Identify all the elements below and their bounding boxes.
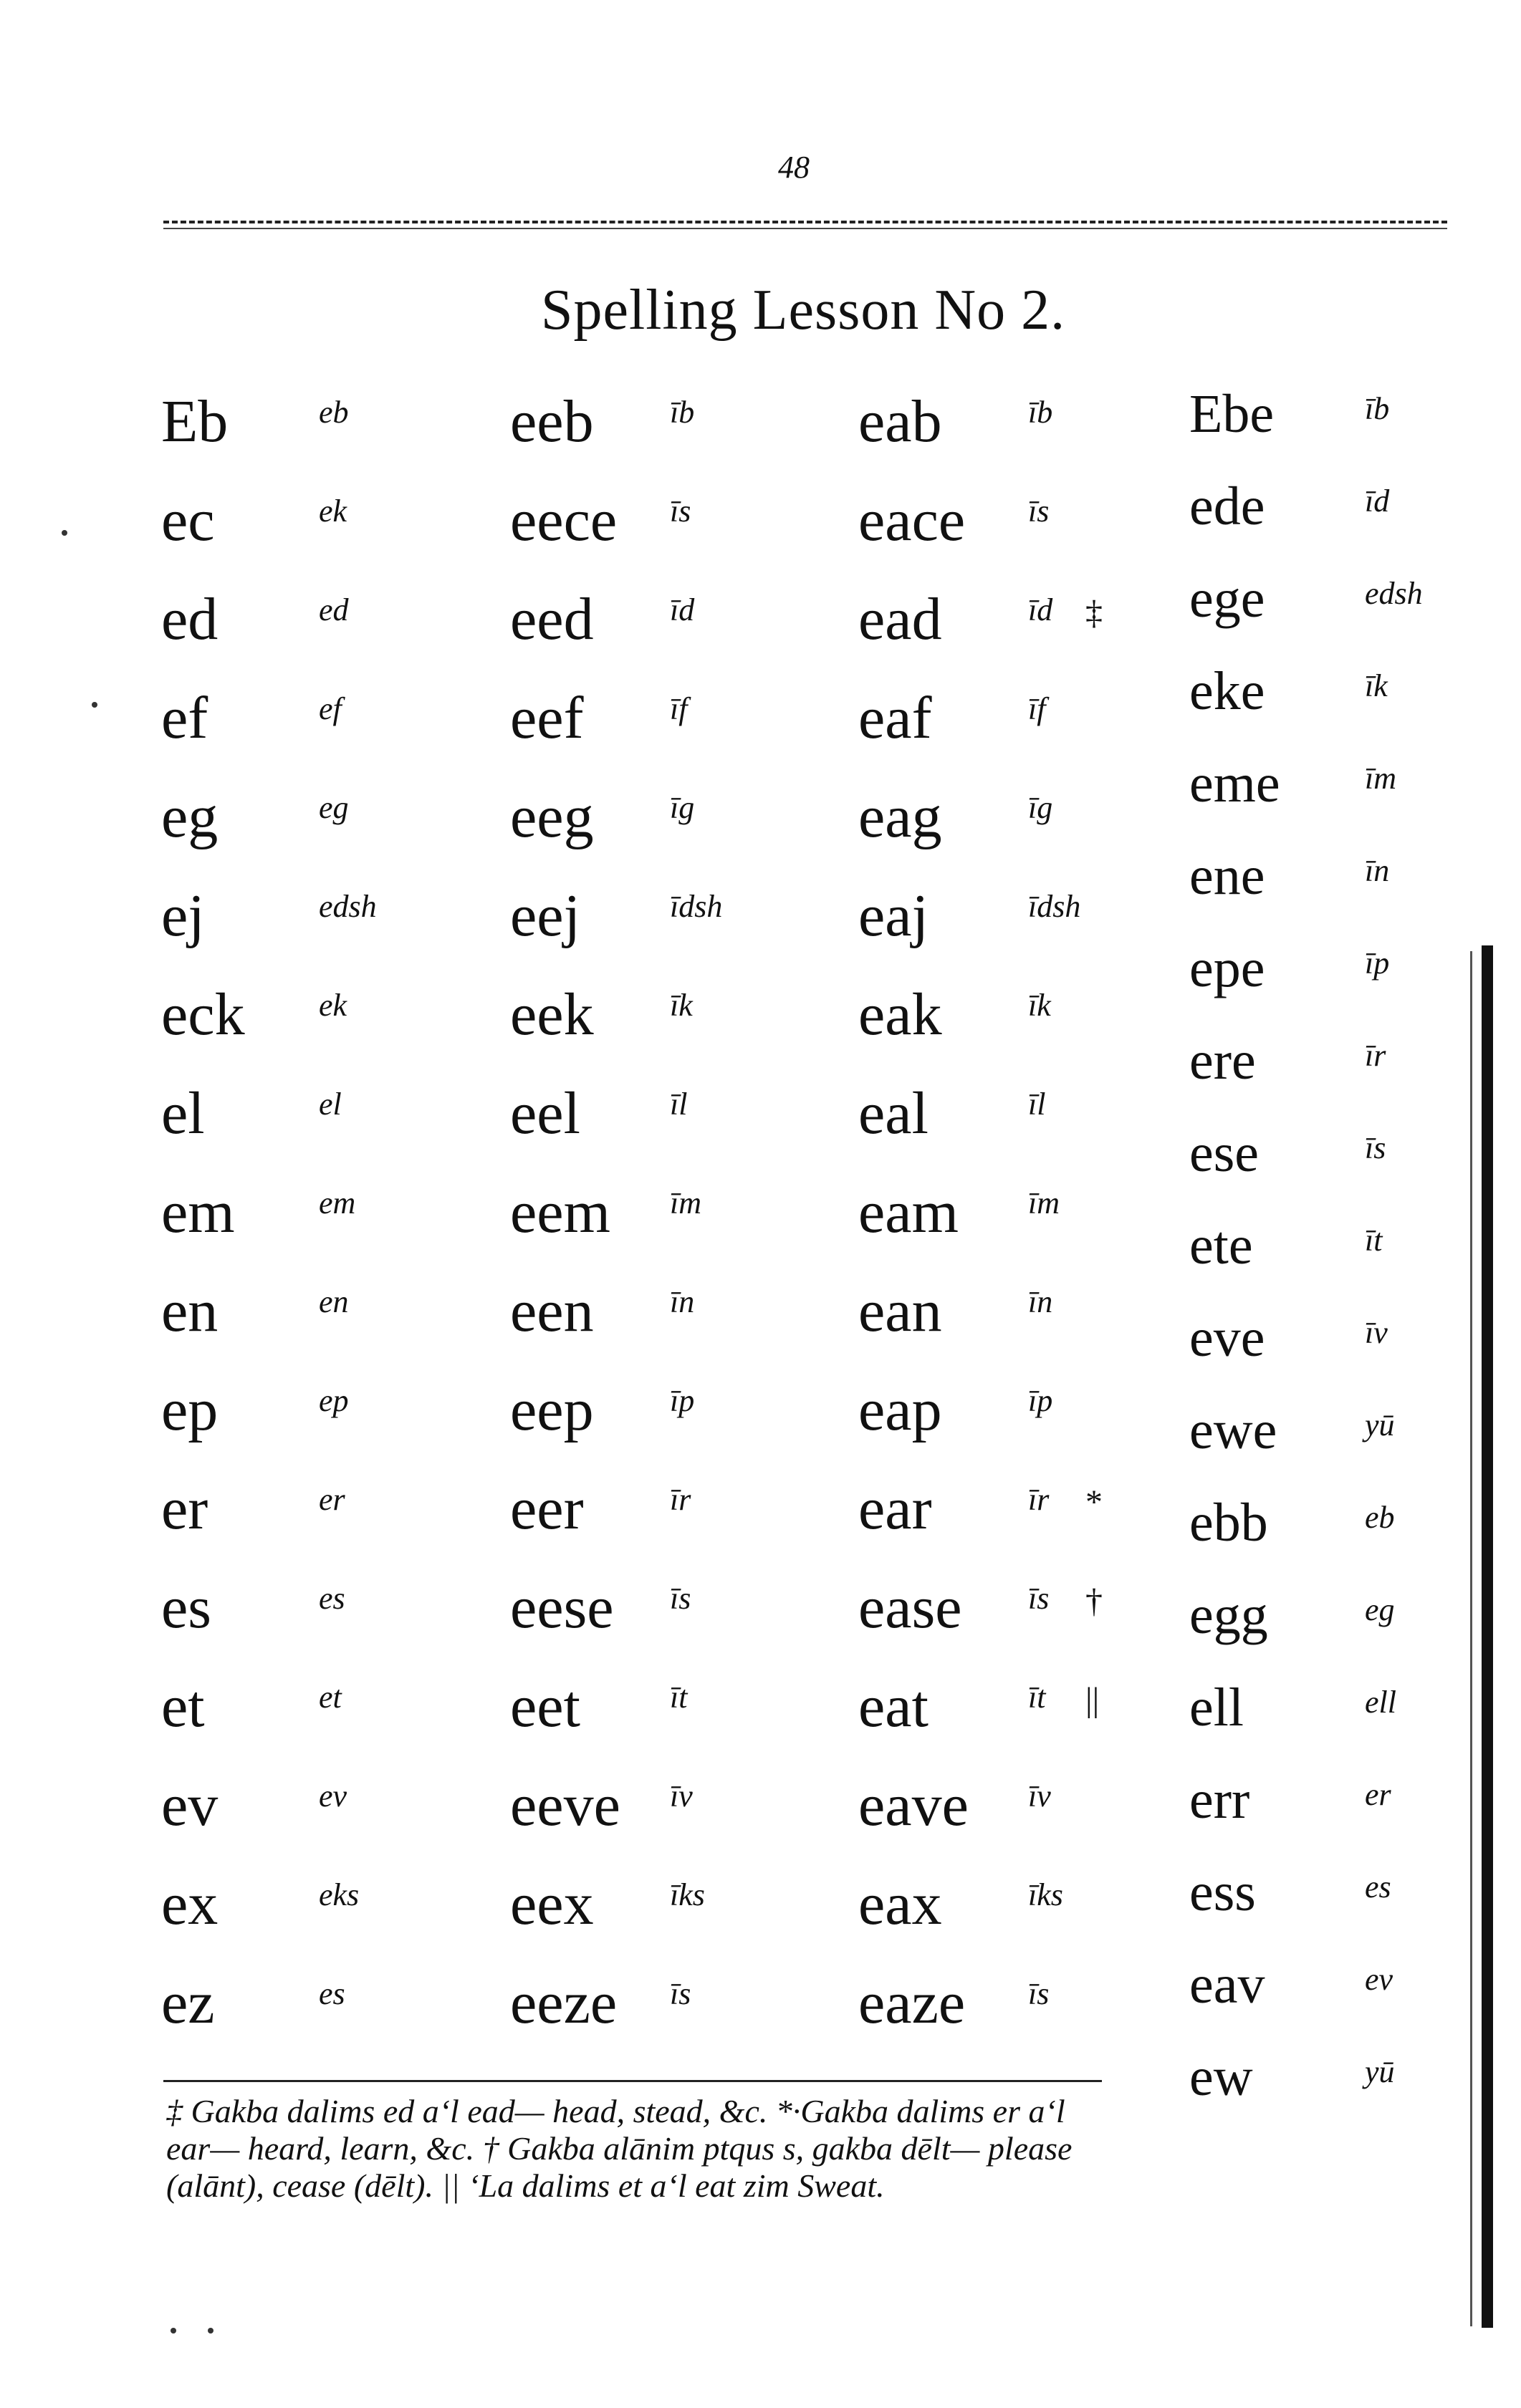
lesson-word: eese <box>510 1574 614 1641</box>
pronunciation: īf <box>670 691 688 726</box>
lesson-word: eav <box>1189 1955 1265 2015</box>
pronunciation: īt <box>670 1680 688 1715</box>
lesson-word: epe <box>1189 938 1265 998</box>
footnote-rule <box>163 2080 1102 2082</box>
pronunciation: īg <box>1028 790 1053 825</box>
lesson-word: ess <box>1189 1862 1256 1922</box>
pronunciation: īp <box>1365 945 1390 981</box>
lesson-word: eek <box>510 981 594 1048</box>
lesson-word: egg <box>1189 1585 1268 1645</box>
pronunciation: edsh <box>1365 576 1423 611</box>
pronunciation: īb <box>1028 395 1053 430</box>
pronunciation: īm <box>670 1185 701 1220</box>
pronunciation: ek <box>319 988 347 1023</box>
pronunciation: īd <box>1365 483 1390 519</box>
lesson-word: eaf <box>858 685 932 751</box>
pronunciation: īb <box>670 395 695 430</box>
lesson-word: ez <box>161 1970 215 2036</box>
stray-dot <box>208 2328 213 2334</box>
lesson-word: eeve <box>510 1772 620 1839</box>
lesson-word: eab <box>858 388 942 455</box>
pronunciation: īs <box>1365 1130 1386 1165</box>
lesson-word: eke <box>1189 661 1265 721</box>
pronunciation: īr <box>1365 1038 1386 1073</box>
pronunciation: edsh <box>319 889 377 924</box>
lesson-word: ebb <box>1189 1493 1268 1553</box>
lesson-word: eed <box>510 586 594 652</box>
lesson-word: ead <box>858 586 942 652</box>
pronunciation: īk <box>1028 988 1051 1023</box>
pronunciation: yū <box>1365 2054 1395 2089</box>
lesson-word: ec <box>161 487 215 554</box>
pronunciation: ell <box>1365 1685 1396 1720</box>
lesson-word: eal <box>858 1080 929 1147</box>
pronunciation: īm <box>1028 1185 1060 1220</box>
lesson-word: eck <box>161 981 245 1048</box>
pronunciation: ed <box>319 592 349 627</box>
pronunciation: en <box>319 1284 349 1319</box>
pronunciation: īg <box>670 790 695 825</box>
top-rule-thin <box>163 228 1447 229</box>
lesson-word: eef <box>510 685 584 751</box>
pronunciation: īs <box>1028 1976 1050 2011</box>
lesson-word: ean <box>858 1278 942 1344</box>
pronunciation: es <box>1365 1869 1391 1904</box>
pronunciation: īf <box>1028 691 1046 726</box>
pronunciation: īb <box>1365 391 1390 426</box>
page-number: 48 <box>778 150 810 185</box>
pronunciation: ef <box>319 691 342 726</box>
lesson-word: eme <box>1189 753 1280 814</box>
pronunciation: īd <box>670 592 695 627</box>
lesson-word: em <box>161 1179 235 1246</box>
lesson-word: eet <box>510 1673 580 1740</box>
lesson-word: eat <box>858 1673 929 1740</box>
pronunciation: īl <box>670 1087 688 1122</box>
footnote-mark: || <box>1085 1681 1100 1719</box>
pronunciation: īt <box>1028 1680 1046 1715</box>
lesson-word: es <box>161 1574 211 1641</box>
lesson-word: ege <box>1189 569 1265 629</box>
footnotes: ‡ Gakba dalims ed a‘l ead— head, stead, &c. *·Gakba dalims er a‘l ear— heard, learn, &c. † Gakba alānim ptqus s, gakba dēlt— please (alānt), cease (dēlt). || ‘La dalims et a‘l eat zim Sweat. <box>166 2093 1073 2204</box>
pronunciation: īs <box>670 493 691 529</box>
lesson-word: eaze <box>858 1970 966 2036</box>
pronunciation: īv <box>1365 1315 1388 1350</box>
pronunciation: īt <box>1365 1223 1383 1258</box>
pronunciation: es <box>319 1976 345 2011</box>
lesson-word: eel <box>510 1080 580 1147</box>
pronunciation: īv <box>670 1778 693 1814</box>
lesson-word: ede <box>1189 476 1265 536</box>
pronunciation: ev <box>1365 1962 1393 1997</box>
lesson-word: ew <box>1189 2047 1253 2107</box>
lesson-word: ed <box>161 586 219 652</box>
lesson-word: ene <box>1189 846 1265 906</box>
pronunciation: er <box>1365 1777 1391 1812</box>
lesson-word: ear <box>858 1475 932 1542</box>
lesson-word: en <box>161 1278 219 1344</box>
stray-dot <box>62 530 67 536</box>
lesson-word: eece <box>510 487 618 554</box>
page-edge-bar <box>1482 945 1493 2328</box>
lesson-word: eax <box>858 1871 942 1937</box>
lesson-word: eg <box>161 784 219 850</box>
lesson-word: eeze <box>510 1970 618 2036</box>
lesson-word: eave <box>858 1772 969 1839</box>
lesson-word: eeb <box>510 388 594 455</box>
lesson-word: ease <box>858 1574 962 1641</box>
lesson-word: eer <box>510 1475 584 1542</box>
pronunciation: īl <box>1028 1087 1046 1122</box>
lesson-word: ev <box>161 1772 219 1839</box>
lesson-word: eep <box>510 1377 594 1443</box>
page-title: Spelling Lesson No 2. <box>541 279 1066 342</box>
pronunciation: īv <box>1028 1778 1051 1814</box>
pronunciation: el <box>319 1087 342 1122</box>
lesson-word: eve <box>1189 1308 1265 1368</box>
pronunciation: īdsh <box>1028 889 1081 924</box>
pronunciation: īn <box>1365 853 1390 888</box>
lesson-word: een <box>510 1278 594 1344</box>
lesson-word: eej <box>510 882 580 949</box>
lesson-word: ep <box>161 1377 219 1443</box>
lesson-word: et <box>161 1673 205 1740</box>
pronunciation: īs <box>670 1581 691 1616</box>
pronunciation: īdsh <box>670 889 723 924</box>
pronunciation: īr <box>1028 1482 1050 1517</box>
pronunciation: eks <box>319 1877 360 1912</box>
pronunciation: em <box>319 1185 356 1220</box>
lesson-word: eex <box>510 1871 594 1937</box>
lesson-word: ete <box>1189 1215 1253 1276</box>
pronunciation: ev <box>319 1778 347 1814</box>
lesson-word: er <box>161 1475 208 1542</box>
lesson-word: eam <box>858 1179 959 1246</box>
lesson-word: ej <box>161 882 205 949</box>
page-edge-line <box>1470 951 1472 2326</box>
lesson-word: ere <box>1189 1031 1256 1091</box>
pronunciation: īs <box>1028 493 1050 529</box>
pronunciation: yū <box>1365 1407 1395 1443</box>
pronunciation: īp <box>670 1383 695 1418</box>
lesson-word: Ebe <box>1189 384 1275 444</box>
pronunciation: īm <box>1365 761 1396 796</box>
lesson-word: eeg <box>510 784 594 850</box>
pronunciation: īn <box>670 1284 695 1319</box>
lesson-word: el <box>161 1080 205 1147</box>
pronunciation: īks <box>1028 1877 1063 1912</box>
lesson-word: eak <box>858 981 942 1048</box>
stray-dot <box>171 2328 176 2334</box>
pronunciation: īk <box>670 988 693 1023</box>
pronunciation: ep <box>319 1383 349 1418</box>
pronunciation: īd <box>1028 592 1053 627</box>
lesson-word: eaj <box>858 882 929 949</box>
pronunciation: īn <box>1028 1284 1053 1319</box>
pronunciation: īs <box>1028 1581 1050 1616</box>
top-rule <box>163 221 1447 223</box>
lesson-word: eem <box>510 1179 610 1246</box>
pronunciation: īp <box>1028 1383 1053 1418</box>
pronunciation: ek <box>319 493 347 529</box>
pronunciation: eb <box>319 395 349 430</box>
pronunciation: īr <box>670 1482 691 1517</box>
pronunciation: es <box>319 1581 345 1616</box>
pronunciation: īs <box>670 1976 691 2011</box>
lesson-word: err <box>1189 1770 1250 1830</box>
pronunciation: eg <box>319 790 349 825</box>
lesson-word: ell <box>1189 1677 1244 1738</box>
stray-dot <box>92 702 97 708</box>
footnote-mark: * <box>1085 1483 1103 1521</box>
lesson-word: ewe <box>1189 1400 1277 1460</box>
lesson-word: Eb <box>161 388 229 455</box>
pronunciation: īks <box>670 1877 705 1912</box>
lesson-word: eace <box>858 487 966 554</box>
lesson-word: ef <box>161 685 208 751</box>
pronunciation: eg <box>1365 1592 1395 1627</box>
lesson-word: ese <box>1189 1123 1259 1183</box>
lesson-word: eag <box>858 784 942 850</box>
footnote-mark: † <box>1085 1582 1103 1620</box>
pronunciation: et <box>319 1680 342 1715</box>
footnote-mark: ‡ <box>1085 594 1103 632</box>
pronunciation: īk <box>1365 668 1388 703</box>
lesson-word: eap <box>858 1377 942 1443</box>
lesson-word: ex <box>161 1871 219 1937</box>
pronunciation: er <box>319 1482 345 1517</box>
pronunciation: eb <box>1365 1500 1395 1535</box>
